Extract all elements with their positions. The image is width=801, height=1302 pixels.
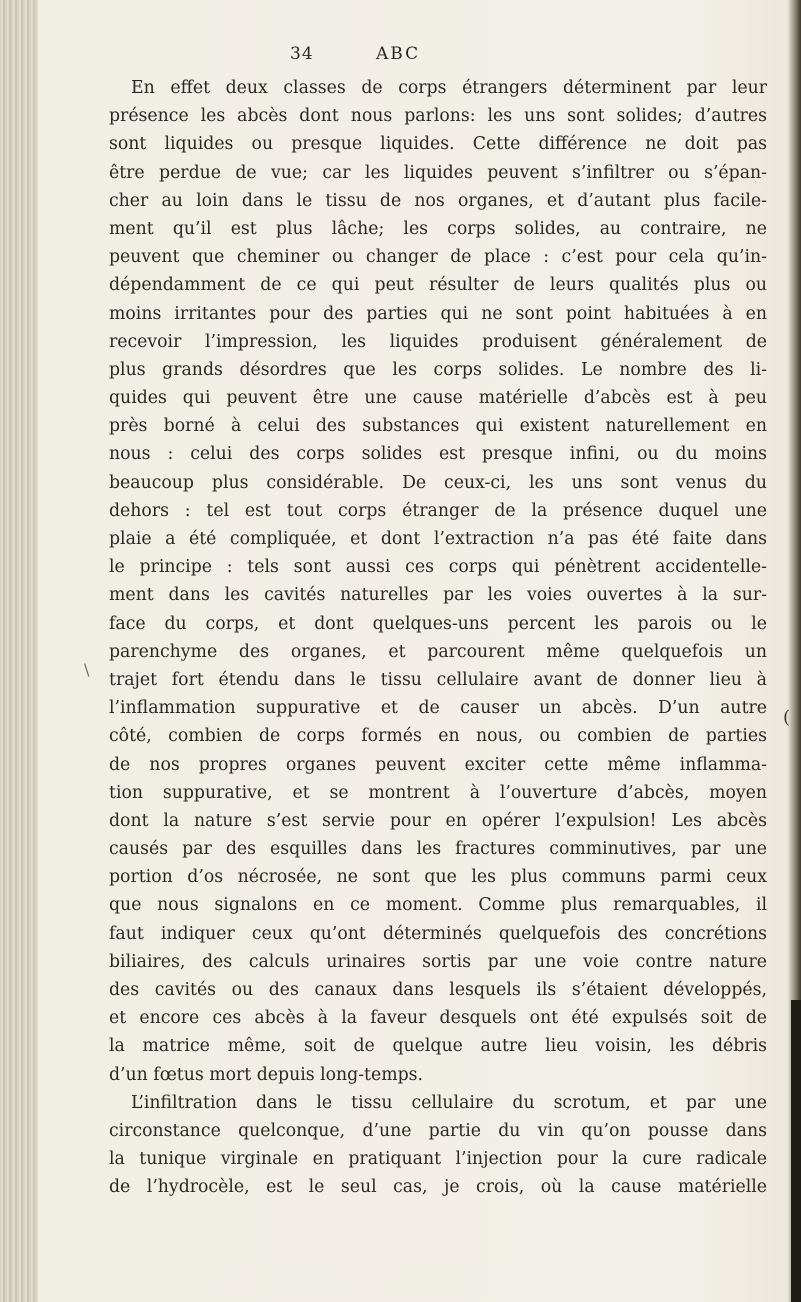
- text-line: L’infiltration dans le tissu cellulaire du scrotum, et par une: [131, 1092, 767, 1113]
- paragraphs: [109, 74, 767, 1202]
- text-line: face du corps, et dont quelques-uns percent les parois ou le: [109, 613, 767, 634]
- text-line: recevoir l’impression, les liquides produisent généralement de: [109, 331, 767, 352]
- text-line: des cavités ou des canaux dans lesquels ils s’étaient développés,: [109, 980, 767, 1000]
- text-line: et encore ces abcès à la faveur desquels ont été expulsés soit de: [109, 1008, 767, 1029]
- text-line: beaucoup plus considérable. De ceux-ci, les uns sont venus du: [109, 472, 767, 493]
- page-header: [0, 44, 801, 74]
- text-line: près borné à celui des substances qui existent naturellement en: [109, 416, 767, 437]
- text-line: dehors : tel est tout corps étranger de la présence duquel une: [109, 500, 767, 521]
- margin-mark-right: (: [783, 707, 791, 728]
- text-line: portion d’os nécrosée, ne sont que les plus communs parmi ceux: [109, 867, 767, 888]
- text-line: présence les abcès dont nous parlons: les uns sont solides; d’autres: [109, 106, 767, 127]
- text-line: dont la nature s’est servie pour en opérer l’expulsion! Les abcès: [109, 810, 767, 831]
- text-line: plaie a été compliquée, et dont l’extraction n’a pas été faite dans: [109, 529, 767, 549]
- text-line: côté, combien de corps formés en nous, ou combien de parties: [109, 726, 767, 747]
- text-line: cher au loin dans le tissu de nos organes, et d’autant plus facile-: [109, 190, 767, 211]
- text-line: nous : celui des corps solides est presque infini, ou du moins: [109, 444, 767, 465]
- text-line: causés par des esquilles dans les fractures comminutives, par une: [109, 839, 767, 860]
- text-line: sont liquides ou presque liquides. Cette différence ne doit pas: [109, 134, 767, 155]
- text-line: l’inflammation suppurative et de causer un abcès. D’un autre: [109, 698, 767, 719]
- text-line: ment dans les cavités naturelles par les voies ouvertes à la sur-: [109, 585, 767, 606]
- running-head: ABC: [376, 44, 421, 64]
- text-line: plus grands désordres que les corps solides. Le nombre des li-: [109, 359, 767, 380]
- paragraph: [109, 74, 767, 1089]
- text-line: dépendamment de ce qui peut résulter de leurs qualités plus ou: [109, 275, 767, 296]
- text-line: le principe : tels sont aussi ces corps qui pénètrent accidentelle-: [109, 557, 767, 578]
- text-line: que nous signalons en ce moment. Comme plus remarquables, il: [109, 895, 767, 916]
- text-line: de nos propres organes peuvent exciter cette même inflamma-: [109, 754, 767, 775]
- text-line: tion suppurative, et se montrent à l’ouverture d’abcès, moyen: [109, 782, 767, 803]
- page-edge-dark: [791, 1000, 801, 1302]
- body-text: [109, 74, 767, 1202]
- page-number: 34: [290, 44, 314, 64]
- text-line: peuvent que cheminer ou changer de place : c’est pour cela qu’in-: [109, 247, 767, 268]
- margin-mark-left: \: [84, 660, 90, 679]
- text-line: faut indiquer ceux qu’ont déterminés quelquefois des concrétions: [109, 923, 767, 944]
- text-line: d’un fœtus mort depuis long-temps.: [109, 1064, 424, 1085]
- text-line: trajet fort étendu dans le tissu cellulaire avant de donner lieu à: [109, 669, 767, 690]
- text-line: être perdue de vue; car les liquides peuvent s’infiltrer ou s’épan-: [109, 162, 767, 183]
- text-line: la tunique virginale en pratiquant l’injection pour la cure radicale: [109, 1149, 767, 1170]
- paragraph: [109, 1089, 767, 1202]
- binding-shadow: [0, 0, 38, 1302]
- text-line: ment qu’il est plus lâche; les corps solides, au contraire, ne: [109, 218, 767, 239]
- text-line: circonstance quelconque, d’une partie du vin qu’on pousse dans: [109, 1120, 767, 1141]
- text-line: En effet deux classes de corps étrangers déterminent par leur: [131, 78, 767, 98]
- text-line: biliaires, des calculs urinaires sortis par une voie contre nature: [109, 951, 767, 972]
- text-line: parenchyme des organes, et parcourent même quelquefois un: [109, 641, 767, 662]
- text-line: moins irritantes pour des parties qui ne sont point habituées à en: [109, 303, 767, 324]
- text-line: quides qui peuvent être une cause matérielle d’abcès est à peu: [109, 388, 767, 409]
- text-line: la matrice même, soit de quelque autre lieu voisin, les débris: [109, 1036, 767, 1057]
- text-line: de l’hydrocèle, est le seul cas, je crois, où la cause matérielle: [109, 1177, 767, 1198]
